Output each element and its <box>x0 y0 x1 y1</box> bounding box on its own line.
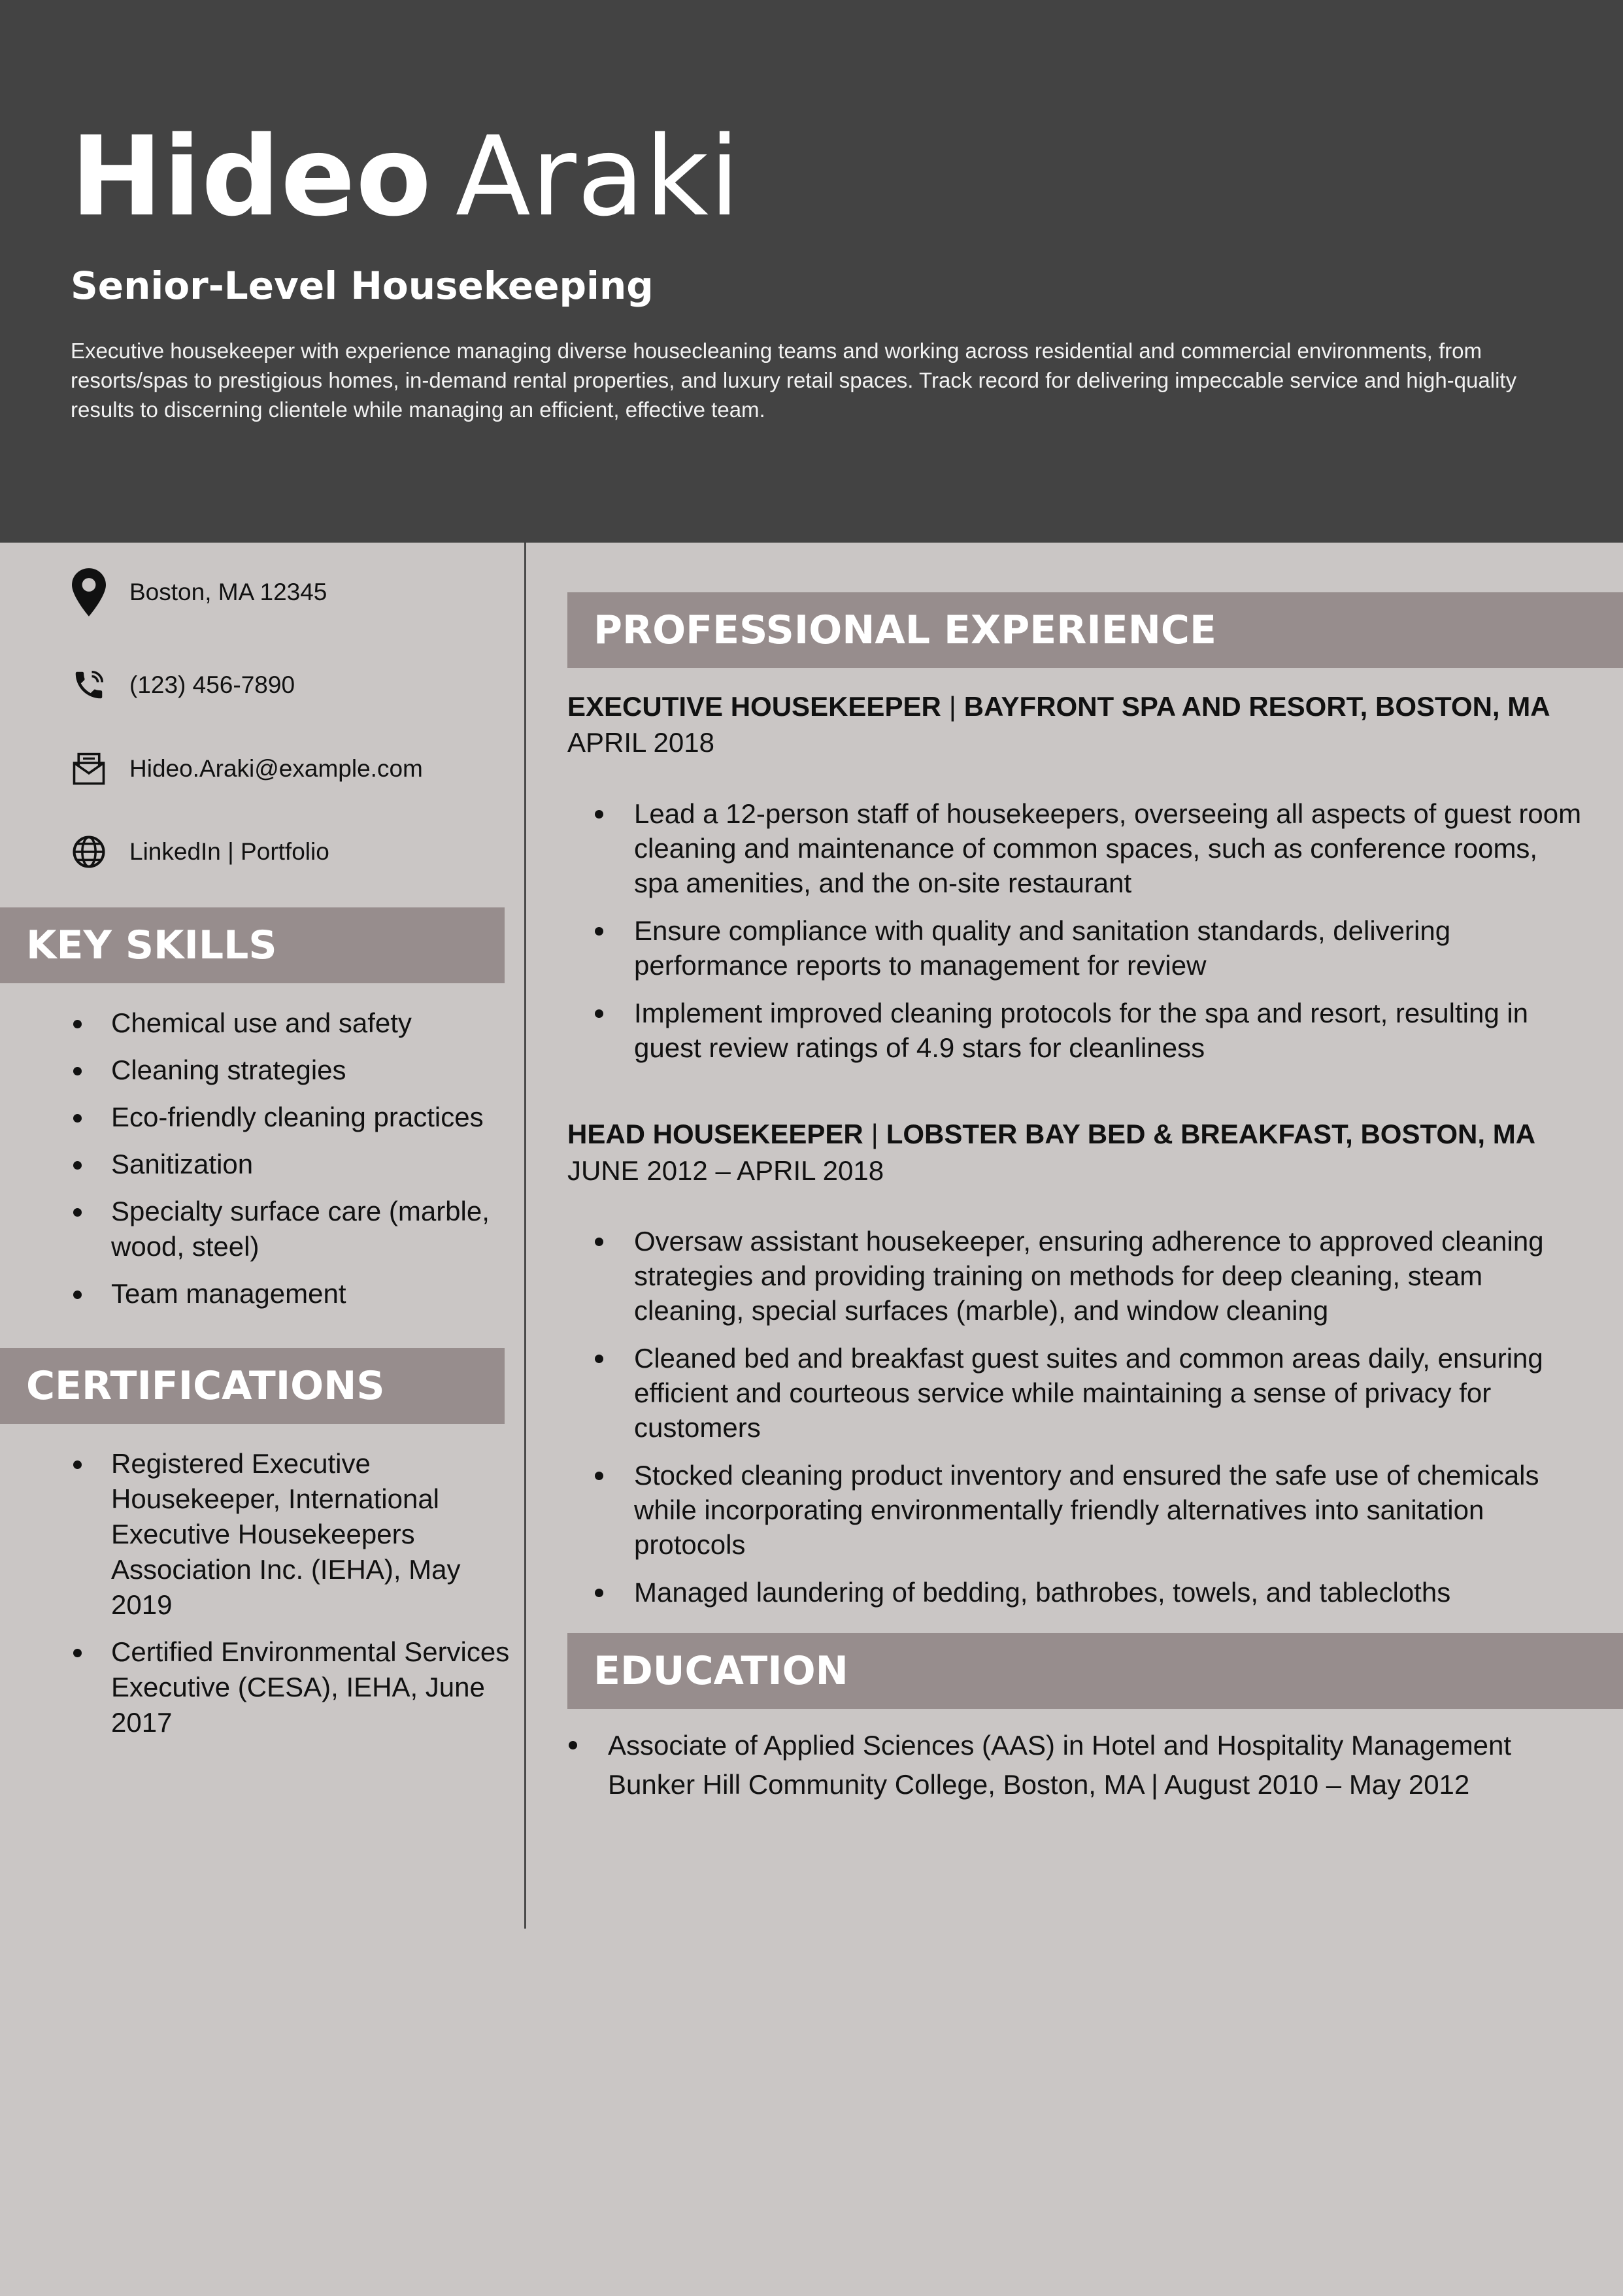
job-2-dates: JUNE 2012 – APRIL 2018 <box>567 1155 884 1186</box>
education-bullet <box>569 1741 577 1749</box>
job-1-role: EXECUTIVE HOUSEKEEPER <box>567 691 941 722</box>
contact-email <box>71 751 423 787</box>
skill-item: Sanitization <box>71 1147 515 1182</box>
contact-phone <box>71 667 295 703</box>
job-2-bullet: Stocked cleaning product inventory and ensured the safe use of chemicals while incorporating environmentally friendly alternatives into sanitation protocols <box>594 1458 1587 1562</box>
skills-list <box>71 1005 515 1323</box>
job-1-bullet: Ensure compliance with quality and sanitation standards, delivering performance reports to management for review <box>594 913 1587 983</box>
phone-icon <box>71 667 107 703</box>
job-1-heading <box>567 693 1550 720</box>
job-2-heading <box>567 1121 1535 1148</box>
education-heading: EDUCATION <box>567 1633 1623 1709</box>
skill-item: Eco-friendly cleaning practices <box>71 1100 515 1135</box>
location-pin-icon <box>71 574 107 611</box>
job-1-company: BAYFRONT SPA AND RESORT, BOSTON, MA <box>963 691 1550 722</box>
skill-item: Cleaning strategies <box>71 1053 515 1088</box>
education-entry <box>567 1726 1587 1804</box>
job-2-bullets <box>594 1224 1587 1623</box>
certification-item: Certified Environmental Services Executive (CESA), IEHA, June 2017 <box>71 1634 515 1740</box>
summary: Executive housekeeper with experience managing diverse housecleaning teams and working across residential and commercial environments, from resorts/spas to prestigious homes, in-demand rental properties, and luxury retail spaces. Track record for delivering impeccable service and high-quality results to discerning clientele while managing an efficient, effective team. <box>71 339 1517 422</box>
job-1-bullets <box>594 796 1587 1078</box>
location-text: Boston, MA 12345 <box>129 579 327 605</box>
job-1-bullet: Implement improved cleaning protocols for the spa and resort, resulting in guest review ratings of 4.9 stars for cleanliness <box>594 996 1587 1065</box>
key-skills-heading: KEY SKILLS <box>0 907 505 983</box>
education-degree: Associate of Applied Sciences (AAS) in Hotel and Hospitality Management <box>608 1730 1512 1761</box>
skill-item: Chemical use and safety <box>71 1005 515 1041</box>
envelope-icon <box>71 751 107 787</box>
globe-icon <box>71 834 107 870</box>
education-school: Bunker Hill Community College, Boston, MA | August 2010 – May 2012 <box>608 1769 1470 1800</box>
job-1-dates: APRIL 2018 <box>567 727 714 758</box>
experience-heading: PROFESSIONAL EXPERIENCE <box>567 592 1623 668</box>
job-2-separator: | <box>871 1119 878 1149</box>
certification-item: Registered Executive Housekeeper, International Executive Housekeepers Association Inc. (IEHA), May 2019 <box>71 1446 515 1623</box>
job-title: Senior-Level Housekeeping <box>71 263 654 308</box>
skill-item: Specialty surface care (marble, wood, steel) <box>71 1194 515 1264</box>
job-2-company: LOBSTER BAY BED & BREAKFAST, BOSTON, MA <box>886 1119 1536 1149</box>
contact-links <box>71 834 329 870</box>
candidate-name <box>71 112 741 241</box>
job-2-bullet: Managed laundering of bedding, bathrobes, towels, and tablecloths <box>594 1575 1587 1610</box>
certifications-heading: CERTIFICATIONS <box>0 1348 505 1424</box>
last-name: Araki <box>455 112 741 241</box>
first-name: Hideo <box>71 112 432 241</box>
phone-link[interactable]: (123) 456-7890 <box>129 671 295 698</box>
email-link[interactable]: Hideo.Araki@example.com <box>129 755 423 782</box>
column-divider <box>524 543 526 1929</box>
job-2-bullet: Cleaned bed and breakfast guest suites and common areas daily, ensuring efficient and courteous service while maintaining a sense of privacy for customers <box>594 1341 1587 1445</box>
contact-location <box>71 574 327 611</box>
header-banner <box>0 0 1623 543</box>
job-2-bullet: Oversaw assistant housekeeper, ensuring adherence to approved cleaning strategies and providing training on methods for deep cleaning, steam cleaning, special surfaces (marble), and window cleaning <box>594 1224 1587 1328</box>
job-1-separator: | <box>948 691 956 722</box>
job-2-role: HEAD HOUSEKEEPER <box>567 1119 863 1149</box>
job-1-bullet: Lead a 12-person staff of housekeepers, overseeing all aspects of guest room cleaning and maintenance of common spaces, such as conference rooms, spa amenities, and the on-site restaurant <box>594 796 1587 900</box>
social-links[interactable]: LinkedIn | Portfolio <box>129 838 329 865</box>
certifications-list <box>71 1446 515 1752</box>
skill-item: Team management <box>71 1276 515 1311</box>
